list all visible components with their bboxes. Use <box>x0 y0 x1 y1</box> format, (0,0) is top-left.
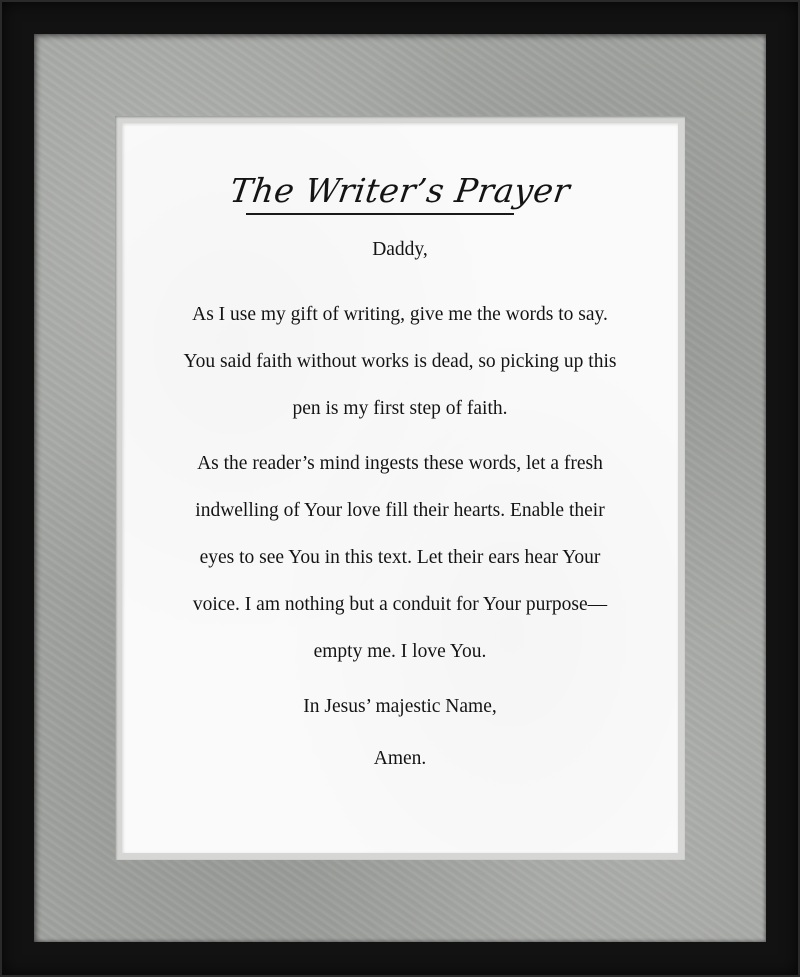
paragraph-line: You said faith without works is dead, so picking up this <box>183 351 617 372</box>
salutation: Daddy, <box>372 239 428 260</box>
closing-line: In Jesus’ majestic Name, <box>303 696 497 717</box>
paragraph-line: empty me. I love You. <box>313 641 487 662</box>
paragraph-line: indwelling of Your love fill their hearts. Enable their <box>195 500 605 521</box>
paragraph-line: As I use my gift of writing, give me the words to say. <box>192 304 608 325</box>
title-underline <box>246 213 514 215</box>
paragraph-spacer <box>122 432 678 440</box>
paragraph-line: pen is my first step of faith. <box>292 398 508 419</box>
paragraph-line: eyes to see You in this text. Let their ears hear Your <box>199 547 601 568</box>
paragraph-1 <box>122 291 678 432</box>
prayer-body <box>122 235 678 774</box>
prayer-title: The Writer’s Prayer <box>227 171 573 210</box>
sign-off: Amen. <box>373 748 427 769</box>
paragraph-2 <box>122 440 678 675</box>
prayer-sheet <box>122 123 678 853</box>
paragraph-line: voice. I am nothing but a conduit for Your purpose— <box>192 594 608 615</box>
paragraph-line: As the reader’s mind ingests these words, let a fresh <box>197 453 603 474</box>
